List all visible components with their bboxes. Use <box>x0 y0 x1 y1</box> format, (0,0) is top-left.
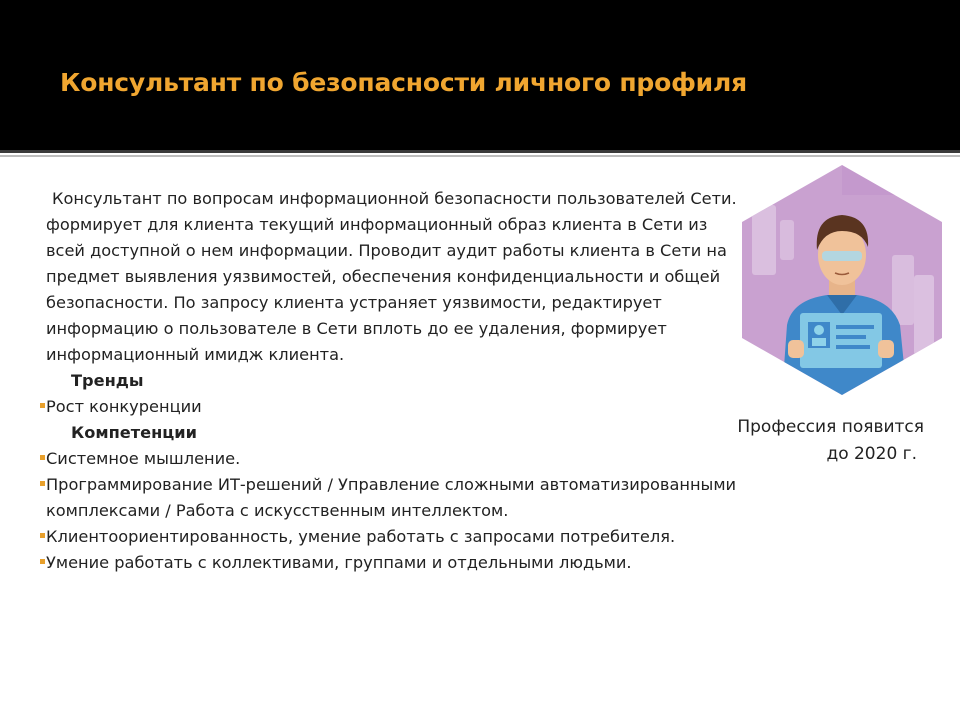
bullet-icon <box>40 559 45 564</box>
competencies-heading: Компетенции <box>71 423 197 442</box>
trends-heading: Тренды <box>71 371 144 390</box>
content-body <box>46 186 746 576</box>
list-item <box>46 446 746 472</box>
list-item <box>46 394 746 420</box>
bullet-icon <box>40 455 45 460</box>
description-text: Консультант по вопросам информационной безопасности пользователей Сети. формирует для клиента текущий информационный образ клиента в Сети из всей доступной о нем информации. Проводит аудит работы клиента в Сети на предмет выявления уязвимостей, обеспечения конфиденциальности и общей безопасности. По запросу клиента устраняет уязвимости, редактирует информацию о пользователе в Сети вплоть до ее удаления, формирует информационный имидж клиента. <box>46 189 737 364</box>
professional-avatar-icon <box>742 165 942 395</box>
list-item-text: Программирование ИТ-решений / Управление сложными автоматизированными комплексами / Работа с искусственным интеллектом. <box>46 475 737 520</box>
list-item-text: Рост конкуренции <box>46 397 202 416</box>
list-item-text: Системное мышление. <box>46 449 241 468</box>
caption-line-2: до 2020 г. <box>826 444 917 464</box>
list-item-text: Клиентоориентированность, умение работать с запросами потребителя. <box>46 527 676 546</box>
profession-caption <box>700 414 924 468</box>
list-item <box>46 524 746 550</box>
bullet-icon <box>40 533 45 538</box>
list-item <box>46 472 746 524</box>
bullet-icon <box>40 403 45 408</box>
divider-light <box>0 155 960 157</box>
list-item-text: Умение работать с коллективами, группами и отдельными людьми. <box>46 553 632 572</box>
list-item <box>46 550 746 576</box>
caption-line-1: Профессия появится <box>737 417 924 437</box>
divider <box>0 150 960 153</box>
bullet-icon <box>40 481 45 486</box>
page-title: Консультант по безопасности личного профиля <box>60 68 747 97</box>
header-bar <box>0 0 960 150</box>
